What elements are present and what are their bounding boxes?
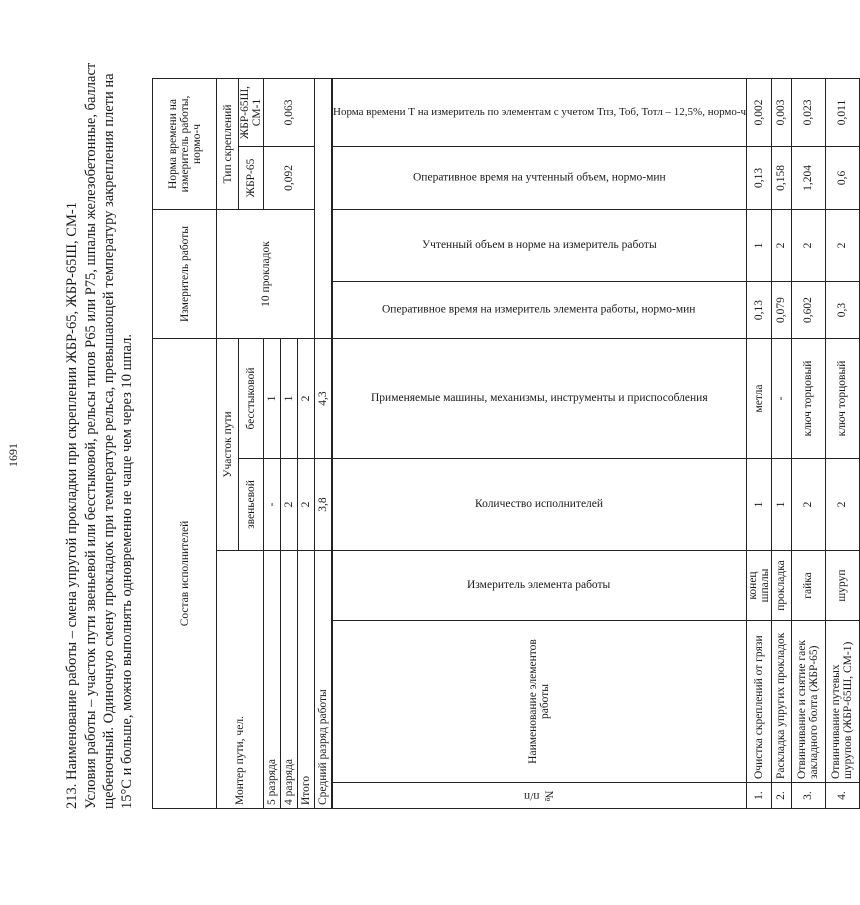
cell-num: 3. [791, 783, 825, 809]
crew-jointed: 2 [281, 459, 298, 551]
norms-table [152, 79, 855, 809]
work-conditions [82, 49, 136, 809]
header-op-time: Оперативное время на измеритель элемента работы, нормо-мин [332, 282, 747, 339]
cell-op-vol: 1,204 [791, 146, 825, 209]
cell-op-time: 0,3 [825, 282, 859, 339]
cell-tool: - [771, 339, 791, 459]
crew-jointless: 2 [298, 339, 315, 459]
cell-num: 2. [771, 783, 791, 809]
header-time-norm: Норма времени на измеритель работы, нормо-ч [153, 78, 217, 209]
header-crew: Состав исполнителей [153, 339, 217, 809]
crew-row-label: 4 разряда [281, 551, 298, 809]
conditions-line: Условия работы – участок пути звеньевой или бесстыковой, рельсы типов Р65 или Р75, шпалы железобетонные, балласт [83, 62, 99, 809]
cell-op-time: 0,079 [771, 282, 791, 339]
header-track-section: Участок пути [217, 339, 239, 551]
header-jointed: звеньевой [239, 459, 264, 551]
cell-meter: шуруп [825, 551, 859, 621]
cell-op-vol: 0,6 [825, 146, 859, 209]
header-num: № п/п [332, 783, 747, 809]
crew-jointless: 1 [281, 339, 298, 459]
cell-volume: 2 [791, 209, 825, 281]
table-row [791, 78, 825, 808]
header-zhbr65sh: ЖБР-65Ш, СМ-1 [239, 78, 264, 146]
header-op-time-volume: Оперативное время на учтенный объем, нормо-мин [332, 146, 747, 209]
cell-meter: прокладка [771, 551, 791, 621]
cell-norm: 0,011 [825, 78, 859, 146]
time-norm-zhbr65sh: 0,063 [264, 78, 315, 146]
crew-row-label: 5 разряда [264, 551, 281, 809]
crew-jointed: - [264, 459, 281, 551]
meter-unit-value: 10 прокладок [217, 209, 315, 338]
cell-num: 4. [825, 783, 859, 809]
cell-norm: 0,002 [746, 78, 771, 146]
header-machines: Применяемые машины, механизмы, инструменты и приспособления [332, 339, 747, 459]
cell-count: 1 [746, 459, 771, 551]
cell-op-vol: 0,13 [746, 146, 771, 209]
cell-op-time: 0,13 [746, 282, 771, 339]
cell-name: Раскладка упругих прокладок [771, 621, 791, 783]
crew-jointless: 1 [264, 339, 281, 459]
conditions-line: щебеночный. Одиночную смену прокладок при температуре рельса, превышающей температуру закрепления плети на [101, 73, 117, 809]
header-fastening-type: Тип скреплений [217, 78, 239, 209]
cell-name: Отвинчивание и снятие гаек закладного болта (ЖБР-65) [791, 621, 825, 783]
cell-count: 2 [825, 459, 859, 551]
page-number: 1691 [6, 443, 20, 467]
crew-jointed: 2 [298, 459, 315, 551]
cell-name: Очистка скреплений от грязи [746, 621, 771, 783]
cell-tool: ключ торцовый [825, 339, 859, 459]
header-performers-count: Количество исполнителей [332, 459, 747, 551]
table-row [825, 78, 859, 808]
header-element-name: Наименование элементов работы [332, 621, 747, 783]
cell-volume: 2 [771, 209, 791, 281]
cell-meter: конец шпалы [746, 551, 771, 621]
crew-row-label: Итого [298, 551, 315, 809]
cell-name: Отвинчивание путевых шурупов (ЖБР-65Ш, СМ-1) [825, 621, 859, 783]
cell-norm: 0,023 [791, 78, 825, 146]
table-row [771, 78, 791, 808]
cell-volume: 1 [746, 209, 771, 281]
time-norm-zhbr65: 0,092 [264, 146, 315, 209]
cell-volume: 2 [825, 209, 859, 281]
cell-count: 1 [771, 459, 791, 551]
cell-tool: ключ торцовый [791, 339, 825, 459]
cell-tool: метла [746, 339, 771, 459]
cell-num: 1. [746, 783, 771, 809]
cell-op-time: 0,602 [791, 282, 825, 339]
work-title: 213. Наименование работы – смена упругой прокладки при скреплении ЖБР-65, ЖБР-65Ш, СМ-1 [64, 202, 80, 809]
cell-count: 2 [791, 459, 825, 551]
header-zhbr65: ЖБР-65 [239, 146, 264, 209]
crew-row-label: Средний разряд работы [315, 551, 332, 809]
cell-norm: 0,003 [771, 78, 791, 146]
header-accounted-volume: Учтенный объем в норме на измеритель работы [332, 209, 747, 281]
header-meter-unit: Измеритель работы [153, 209, 217, 338]
table-row [746, 78, 771, 808]
conditions-line: 15°С и больше, можно выполнять одновременно не чаще чем через 10 шпал. [119, 334, 135, 809]
crew-label: Монтер пути, чел. [217, 551, 264, 809]
cell-op-vol: 0,158 [771, 146, 791, 209]
header-norm-t: Норма времени Т на измеритель по элементам с учетом Тпз, Тоб, Тотл – 12,5%, нормо-ч [332, 78, 747, 146]
header-jointless: бесстыковой [239, 339, 264, 459]
crew-jointed: 3,8 [315, 459, 332, 551]
header-element-meter: Измеритель элемента работы [332, 551, 747, 621]
crew-jointless: 4,3 [315, 339, 332, 459]
cell-meter: гайка [791, 551, 825, 621]
